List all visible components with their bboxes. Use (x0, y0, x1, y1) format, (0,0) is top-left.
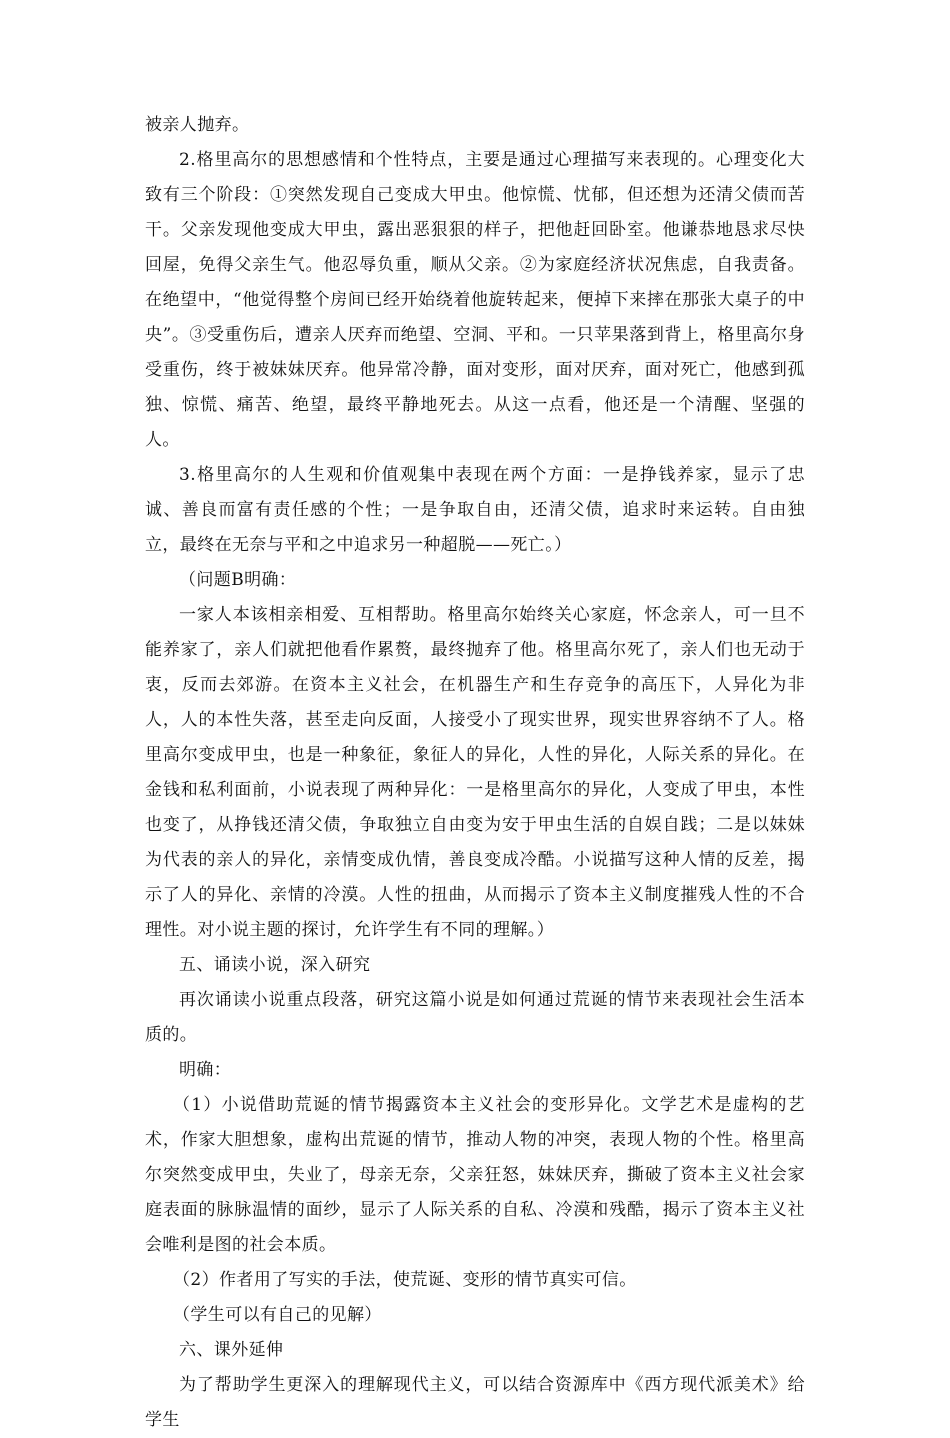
section-heading-6: 六、课外延伸 (179, 1340, 284, 1360)
paragraph-point-2: 2.格里高尔的思想感情和个性特点，主要是通过心理描写来表现的。心理变化大致有三个阶段：①突然发现自己变成大甲虫。他惊慌、忧郁，但还想为还清父债而苦干。父亲发现他变成大甲虫，露出恶狠狠的样子，把他赶回卧室。他谦恭地恳求尽快回屋，免得父亲生气。他忍辱负重，顺从父亲。②为家庭经济状况焦虑，自我责备。在绝望中，“他觉得整个房间已经开始绕着他旋转起来，便掉下来摔在那张大桌子的中央”。③受重伤后，遭亲人厌弃而绝望、空洞、平和。一只苹果落到背上，格里高尔身受重伤，终于被妹妹厌弃。他异常冷静，面对变形，面对厌弃，面对死亡，他感到孤独、惊慌、痛苦、绝望，最终平静地死去。从这一点看，他还是一个清醒、坚强的人。 (145, 150, 805, 450)
document-body (145, 108, 805, 1438)
paragraph-point-3: 3.格里高尔的人生观和价值观集中表现在两个方面：一是挣钱养家，显示了忠诚、善良而富有责任感的个性；一是争取自由，还清父债，追求时来运转。自由独立，最终在无奈与平和之中追求另一种超脱——死亡。） (145, 465, 805, 555)
paragraph-section-5-intro: 再次诵读小说重点段落，研究这篇小说是如何通过荒诞的情节来表现社会生活本质的。 (145, 990, 805, 1045)
section-heading-5: 五、诵读小说，深入研究 (179, 955, 371, 975)
paragraph-question-b-heading: （问题B明确： (179, 570, 297, 590)
paragraph-clarify-2: （2）作者用了写实的手法，使荒诞、变形的情节真实可信。 (173, 1270, 637, 1290)
paragraph-student-note: （学生可以有自己的见解） (173, 1305, 382, 1325)
paragraph-question-b-answer: 一家人本该相亲相爱、互相帮助。格里高尔始终关心家庭，怀念亲人，可一旦不能养家了，亲人们就把他看作累赘，最终抛弃了他。格里高尔死了，亲人们也无动于衷，反而去郊游。在资本主义社会，在机器生产和生存竞争的高压下，人异化为非人，人的本性失落，甚至走向反面，人接受小了现实世界，现实世界容纳不了人。格里高尔变成甲虫，也是一种象征，象征人的异化，人性的异化，人际关系的异化。在金钱和私利面前，小说表现了两种异化：一是格里高尔的异化，人变成了甲虫，本性也变了，从挣钱还清父债，争取独立自由变为安于甲虫生活的自娱自践；二是以妹妹为代表的亲人的异化，亲情变成仇情，善良变成冷酷。小说描写这种人情的反差，揭示了人的异化、亲情的冷漠。人性的扭曲，从而揭示了资本主义制度摧残人性的不合理性。对小说主题的探讨，允许学生有不同的理解。） (145, 605, 805, 940)
paragraph-section-6-intro: 为了帮助学生更深入的理解现代主义，可以结合资源库中《西方现代派美术》给学生 (145, 1375, 805, 1430)
paragraph-continuation: 被亲人抛弃。 (145, 115, 250, 135)
paragraph-clarify-1: （1）小说借助荒诞的情节揭露资本主义社会的变形异化。文学艺术是虚构的艺术，作家大胆想象，虚构出荒诞的情节，推动人物的冲突，表现人物的个性。格里高尔突然变成甲虫，失业了，母亲无奈，父亲狂怒，妹妹厌弃，撕破了资本主义社会家庭表面的脉脉温情的面纱，显示了人际关系的自私、冷漠和残酷，揭示了资本主义社会唯利是图的社会本质。 (145, 1095, 805, 1255)
paragraph-clarify-label: 明确： (179, 1060, 232, 1080)
